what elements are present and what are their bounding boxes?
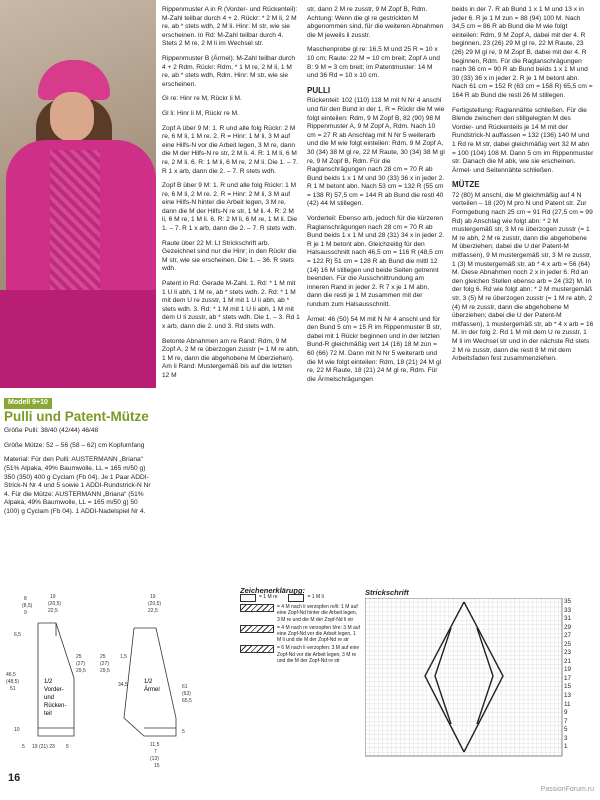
aermel: Ärmel: 46 (50) 54 M mit N Nr 4 anschl und für den Bund 5 cm = 15 R im Rippenmuster B str, dabei mit 1 Rückr beginnen und in der letzten Bund-R gleichmäßig vert 14 (16) 18 M zun = 60 (66) 72 M. Dann mit N Nr 5 weiterarb und die M wie folgt einteilen: Rdm, 18 (21) 24 M gl re, 22 M Raute, 18 (21) 24 M gl re, Rdm. Für die Ärmelschrägungen bbox=[307, 315, 442, 383]
legend bbox=[240, 588, 360, 666]
svg-text:9: 9 bbox=[24, 610, 27, 616]
size-pulli: Größe Pulli: 38/40 (42/44) 46/48 bbox=[4, 427, 99, 435]
zopf-a: Zopf A über 9 M: 1. R und alle folg Rückr: 2 M re, 6 M li, 1 M re. 2. R = Hinr: 1 M li, 3 M auf eine Hilfs-N vor die Arbeit legen, 3 M re, dann die M der Hilfs-N re str, 2 M li. 4. R: 1 M li, 6 M re, 2 M li. 6. R: 1 M li, 6 M re, 2 M li. Die 1. – 7. R 1 x arb, dann die 2. – 7. R stets wdh. bbox=[162, 124, 298, 175]
rippenmuster-a: Rippenmuster A in R (Vorder- und Rückenteil): M-Zahl teilbar durch 4 + 2. Rückr: * 2 M li, 2 M re, ab * stets wdh, 2 M li. Hinr: M str, wie sie erscheinen. In Rd: M-Zahl teilbar durch 4. Stets 2 M re, 2 M li im Wechsel str. bbox=[162, 6, 298, 48]
svg-text:29,5: 29,5 bbox=[76, 668, 86, 674]
page-number: 16 bbox=[8, 772, 21, 784]
svg-text:61: 61 bbox=[182, 684, 188, 690]
svg-text:und: und bbox=[44, 695, 55, 701]
svg-text:46,5: 46,5 bbox=[6, 672, 16, 678]
chart-row-labels: 35 33 31 29 27 25 23 21 19 17 15 13 11 9 7 5 3 1 bbox=[564, 598, 572, 751]
svg-text:(13): (13) bbox=[150, 756, 159, 762]
aermel-cont: beids in der 7. R ab Bund 1 x 1 M und 13 x in jeder 6. R je 1 M zun = 88 (94) 100 M. Nach 34,5 cm = 86 R ab Bund die M wie folgt einteilen: Rdm, 9 M Zopf A, dabei mit der 4. R beginnen, 23 (26) 29 M gl re, 22 M Raute, 23 (26) 29 M gl re, 9 M Zopf B, dabei mit der 4. R beginnen, Rdm. Für die Raglanschrägungen nach 36 cm = 90 R ab Bund beids 1 x 1 M und 30 (33) 36 x in jeder 2. R je 1 M betont abn. Nach 61 cm = 152 R (63 cm = 158 R) 65,5 cm = 164 R ab Bund die restl 26 M stillegen. bbox=[452, 6, 593, 99]
material: Material: Für den Pulli: AUSTERMANN „Briana“ (51% Alpaka, 49% Baumwolle, LL = 165 m/50 g) 350 (350) 400 g Cyclam (Fb 04). Je 1 Paar ADDI-Strick-N Nr 4 und 5 sowie 1 ADDI-Rundstrick-N Nr 4. Für die Mütze: AUSTERMANN „Briana“ (51% Alpaka, 49% Baumwolle, LL = 165 m/50 g) 50 (100) g Cyclam (Fb 04). 1 ADDI-Nadelspiel Nr 4. bbox=[4, 456, 151, 515]
svg-text:29,5: 29,5 bbox=[100, 668, 110, 674]
rueckenteil: Rückenteil: 102 (110) 118 M mit N Nr 4 anschl und für den Bund in der 1. R = Rückr die M wie folgt einteilen: Rdm, 9 M Zopf B, 82 (90) 98 M Rippenmuster A, 9 M Zopf A, Rdm. Nach 10 cm = 27 R ab Anschlag mit N Nr 5 weiterarb und die M wie folgt einteilen: Rdm, 9 M Zopf A, 30 (34) 38 M gl re, 22 M Raute, 30 (34) 38 M gl re, 9 M Zopf B, Rdm. Für die Raglanschrägungen nach 28 cm = 70 R ab Bund beids 1 x 1 M und 30 (33) 36 x in jeder 2. R 1 M betont abn. Nach 53 cm = 132 R (55 cm = 138 R) 57,5 cm = 144 R ab Bund die restl 40 (42) 44 M stillegen. bbox=[307, 97, 445, 208]
legend-item: = 6 M nach li verzopfen: 3 M auf eine Zopf-Nd vor die Arbeit legen, 3 M re und die M der Zopf-Nd re str bbox=[240, 645, 360, 664]
zopf-b: Zopf B über 9 M: 1. R und alle folg Rückr: 1 M re, 6 M li, 2 M re. 2. R = Hinr: 2 M li, 3 M auf eine Hilfs-N hinter die Arbeit legen, 3 M re, dann die M der Hilfs-N re str, 1 M li. 4. R: 2 M li, 6 M re, 1 M li. 6. R: 2 M li, 6 M re, 1 M li. Die 1. – 7. R 1 x arb, dann die 2. – 7. R stets wdh. bbox=[162, 182, 298, 233]
rippenmuster-b: Rippenmuster B (Ärmel): M-Zahl teilbar durch 4 + 2 Rdm. Rückr: Rdm, * 1 M re, 2 M li, 1 M re, ab * stets wdh, Rdm. Hinr: M str, wie sie erscheinen. bbox=[162, 54, 296, 88]
front-label: 1/2 bbox=[44, 679, 53, 685]
svg-text:Ärmel: Ärmel bbox=[144, 687, 160, 693]
raute: Raute über 22 M: Lt Strickschrift arb. Gezeichnet sind nur die Hinr; in den Rückr die M str, wie sie erscheinen. Die 1. – 36. R stets wdh. bbox=[162, 239, 297, 273]
gl-re: Gl re: Hinr re M, Rückr li M. bbox=[162, 95, 242, 103]
gl-li: Gl li: Hinr li M, Rückr re M. bbox=[162, 109, 239, 117]
svg-text:15: 15 bbox=[154, 763, 160, 768]
svg-text:5: 5 bbox=[22, 744, 25, 750]
left-intro bbox=[4, 398, 154, 523]
svg-text:19: 19 bbox=[50, 594, 56, 600]
svg-text:8: 8 bbox=[24, 596, 27, 602]
patent: Patent in Rd: Gerade M-Zahl. 1. Rd: * 1 M mit 1 U li abh, 1 M re, ab * stets wdh. 2. Rd: * 1 M mit dem U re zusstr, 1 M mit 1 U li abh, ab * stets wdh. 3. Rd: * 1 M mit 1 U li abh, 1 M mit dem U li zusstr, ab * stets wdh. Die 1. – 3. Rd 1 x arb, dann die 2. und 3. Rd stets wdh. bbox=[162, 280, 300, 330]
legend-title: Zeichenerklärung: bbox=[240, 586, 306, 595]
watermark: PassionForum.ru bbox=[540, 786, 594, 793]
legend-item: = 1 M re • = 1 M li bbox=[240, 594, 360, 602]
svg-text:(20,5): (20,5) bbox=[148, 601, 162, 607]
column-3 bbox=[307, 6, 445, 390]
betonte-abnahmen: Betonte Abnahmen am re Rand: Rdm, 9 M Zopf A, 2 M re überzogen zusstr (= 1 M re abh, 1 M re, dann die abgehobene M überziehen). Am li Rand: Mustergemäß bis auf die letzten 12 M bbox=[162, 337, 299, 379]
fertigstellung: Fertigstellung: Raglannähte schließen. Für die Blende zwischen den stillgelegten M des Vorder- und Rückenteils je 14 M mit der Rundstrick-N auffassen = 132 (136) 140 M und 1 Rd re M str, dabei gleichmäßig vert 32 M abn = 100 (104) 108 M. Dann 5 cm im Rippenmuster str. Danach die M abk, wie sie erscheinen. Ärmel- und Seitennähte schließen. bbox=[452, 106, 594, 174]
sleeve-label: 1/2 bbox=[144, 679, 153, 685]
column-2 bbox=[162, 6, 300, 387]
model-tag: Modell 9+10 bbox=[4, 398, 52, 409]
svg-text:19 (21) 23: 19 (21) 23 bbox=[32, 744, 55, 750]
svg-text:51: 51 bbox=[10, 686, 16, 692]
model-photo bbox=[0, 0, 156, 388]
svg-text:22,5: 22,5 bbox=[148, 608, 158, 614]
face bbox=[50, 92, 94, 142]
svg-text:5: 5 bbox=[66, 744, 69, 750]
svg-text:5: 5 bbox=[182, 729, 185, 735]
svg-text:10: 10 bbox=[14, 727, 20, 733]
svg-text:teil: teil bbox=[44, 711, 52, 717]
svg-text:22,5: 22,5 bbox=[48, 608, 58, 614]
svg-text:Rücken-: Rücken- bbox=[44, 703, 67, 709]
svg-text:25: 25 bbox=[76, 654, 82, 660]
muetze-heading: MÜTZE bbox=[452, 180, 480, 190]
size-muetze: Größe Mütze: 52 – 56 (58 – 62) cm Kopfumfang bbox=[4, 441, 145, 449]
schematic-diagrams bbox=[4, 588, 234, 768]
svg-text:34,5: 34,5 bbox=[118, 682, 128, 688]
svg-text:7: 7 bbox=[154, 749, 157, 755]
svg-text:6,5: 6,5 bbox=[14, 632, 21, 638]
vorderteil: Vorderteil: Ebenso arb, jedoch für die kürzeren Raglanschrägungen nach 28 cm = 70 R ab Bund beids 1 x 1 M und 28 (31) 34 x in jeder 2. R je 1 M betont abn. Gleichzeitig für den Halsausschnitt nach 46,5 cm = 116 R (48,5 cm = 122 R) 51 cm = 128 R ab Bund die mittl 12 (14) 16 M stillegen und beide Seiten getrennt beenden. Für die Ausschnittrundung am inneren Rand in jeder 2. R 7 x je 1 M abn, dann die restl je 1 M zusammen mit der rundum zum Halsausschnitt. bbox=[307, 215, 445, 308]
skirt bbox=[0, 290, 156, 388]
svg-text:(48,5): (48,5) bbox=[6, 679, 20, 685]
legend-item: = 4 M nach li verzopfen re/li: 1 M auf eine Zopf-Nd hinter die Arbeit legen, 3 M re und die M der Zopf-Nd li str bbox=[240, 604, 360, 623]
svg-text:(27): (27) bbox=[100, 661, 109, 667]
legend-item: = 4 M nach re verzopfen li/re: 3 M auf eine Zopf-Nd vor die Arbeit legen, 1 M li und die M der Zopf-Nd re str bbox=[240, 625, 360, 644]
abnahmen-cont: str, dann 2 M re zusstr, 9 M Zopf B, Rdm. Achtung: Wenn die gl re gestrickten M abgenommen sind, für die weiteren Abnahmen die M jeweils li zusstr. bbox=[307, 6, 444, 39]
muetze-text: 72 (80) M anschl, die M gleichmäßig auf 4 N verteilen – 18 (20) M pro N und Patent str. Zur Formgebung nach 25 cm = 91 Rd (27,5 cm = 99 Rd) ab Anschlag wie folgt abn: * 2 M mustergemäß str, 3 M re überzogen zusstr (= 1 M re abh, 2 M re zusstr, dann die abgehobene M überziehen; dabei die U der Patent-M mitfassen), 9 M mustergemäß str, 3 M re zusstr, 1 (3) M mustergemäß str, ab * 4 x arb = 56 (64) M. Diese Abnahmen noch 2 x in jeder 6. Rd an den gleichen Stellen ebenso arb = 24 (32) M. In der folg 6. Rd wie folgt abn: * 2 M mustergemäß str, 3 (5) M re überzogen zusstr (= 1 M re abh, 2 (4) M re zusstr, dann die abgehobene M überziehen; dabei die U der Patent-M mitfassen), 1 mustergemäß str, ab * 4 x arb = 16 M. In der folg 2. Rd 1 M mit dem U re zusstr, 1 M li im Wechsel str und in der nächste Rd stets 2 M re zusstr, dann die restl 8 M mit dem Arbeitsfaden fest zusammenziehen. bbox=[452, 191, 594, 363]
svg-text:25: 25 bbox=[100, 654, 106, 660]
column-4 bbox=[452, 6, 594, 370]
chart-title: Strickschrift bbox=[365, 588, 409, 597]
pulli-heading: PULLI bbox=[307, 85, 331, 95]
svg-text:(63): (63) bbox=[182, 691, 191, 697]
model-title: Pulli und Patent-Mütze bbox=[4, 408, 149, 424]
svg-text:65,5: 65,5 bbox=[182, 698, 192, 704]
knitting-chart bbox=[365, 598, 565, 758]
svg-text:Vorder-: Vorder- bbox=[44, 687, 64, 693]
svg-text:1,5: 1,5 bbox=[120, 654, 127, 660]
svg-text:(27): (27) bbox=[76, 661, 85, 667]
svg-text:(20,5): (20,5) bbox=[48, 601, 62, 607]
svg-text:11,5: 11,5 bbox=[150, 742, 160, 748]
maschenprobe: Maschenprobe gl re: 16,5 M und 25 R = 10 x 10 cm; Raute: 22 M = 10 cm breit; Zopf A und B: 9 M = 3 cm breit; im Patentmuster: 14 M und 36 Rd = 10 x 10 cm. bbox=[307, 46, 440, 80]
svg-text:19: 19 bbox=[150, 594, 156, 600]
svg-text:(8,5): (8,5) bbox=[22, 603, 33, 609]
knit-pattern bbox=[50, 150, 100, 290]
